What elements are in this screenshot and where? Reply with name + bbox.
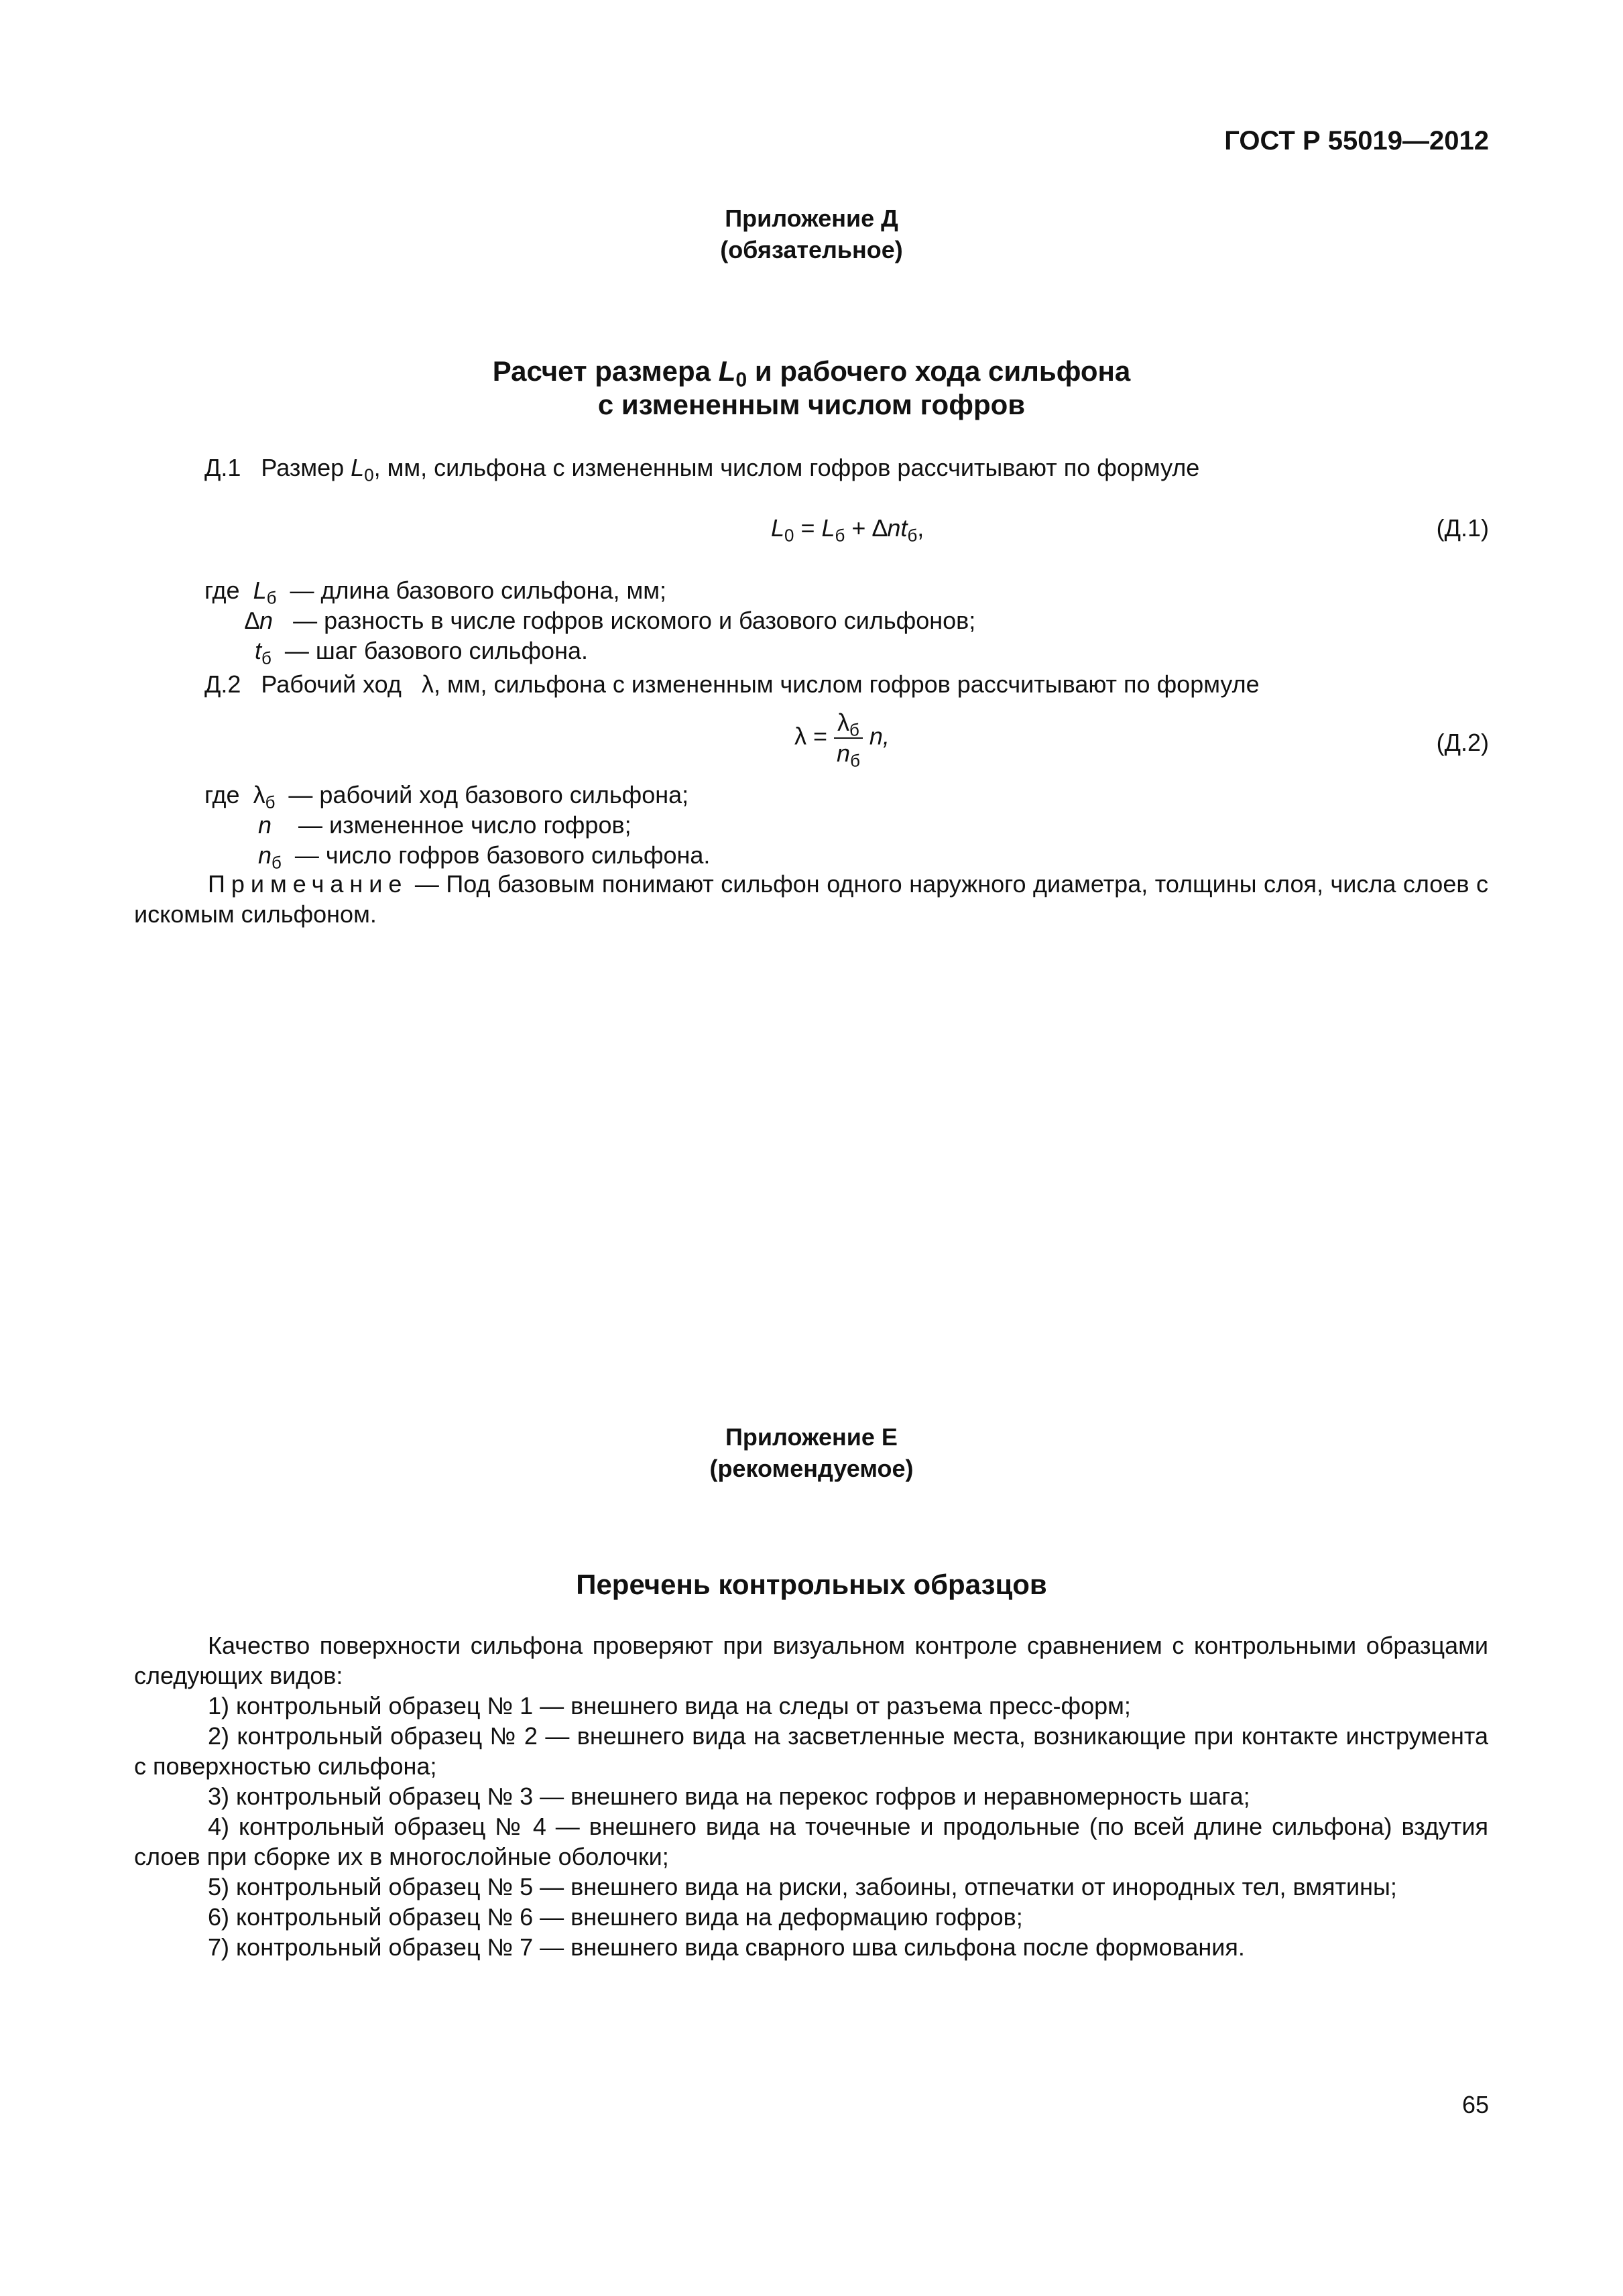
where2-sub-3: б <box>272 853 282 873</box>
where1-row-3 <box>255 637 588 668</box>
where2-text-2: — измененное число гофров; <box>298 811 632 839</box>
where2-row-2 <box>258 813 632 837</box>
title-symbol-sub: 0 <box>735 369 747 391</box>
clause-d2-text-a: Рабочий ход <box>261 670 402 698</box>
formula-d1-number: (Д.1) <box>1436 514 1489 542</box>
clause-d1-symbol-sub: 0 <box>364 466 374 485</box>
appendix-d-title <box>0 355 1623 391</box>
where2-sym-3: n <box>258 841 272 869</box>
clause-d1-text-b: , мм, сильфона с измененным числом гофров рассчитывают по формуле <box>373 454 1200 481</box>
f1-t1-sub: б <box>835 526 845 546</box>
f1-lhs-sub: 0 <box>784 526 794 546</box>
title-part1: Расчет размера <box>492 355 711 387</box>
appendix-e-intro: Качество поверхности сильфона проверяют при визуальном контроле сравнением с контрольными образцами следующих видов: <box>134 1632 1488 1689</box>
where2-text-3: — число гофров базового сильфона. <box>294 841 711 869</box>
clause-d1-symbol: L <box>351 454 365 481</box>
standard-number: ГОСТ Р 55019—2012 <box>1224 126 1489 156</box>
f1-t2-sub: б <box>907 526 918 546</box>
where1-sym-3: t <box>255 637 262 664</box>
page-number: 65 <box>1461 2091 1489 2118</box>
f2-num-sub: б <box>849 721 859 740</box>
f2-tail: n, <box>862 722 890 750</box>
where1-text-2: — разность в числе гофров искомого и базового сильфонов; <box>293 607 976 634</box>
where1-sym-2: ∆n <box>245 607 274 634</box>
f1-t1: L <box>821 514 835 542</box>
appendix-d-title-line2: с измененным числом гофров <box>597 389 1026 420</box>
appendix-e-item-7: 7) контрольный образец № 7 — внешнего вида сварного шва сильфона после формования. <box>208 1933 1245 1961</box>
f2-numerator <box>834 709 863 739</box>
title-part2: и рабочего хода сильфона <box>754 355 1131 387</box>
f2-denominator <box>834 739 863 771</box>
f2-den-sym: n <box>837 739 851 767</box>
title-symbol: L <box>718 355 736 387</box>
where2-sym-2: n <box>258 811 272 839</box>
f1-end: , <box>917 514 924 542</box>
clause-d1-text-a: Размер <box>261 454 345 481</box>
where2-text-1: — рабочий ход базового сильфона; <box>288 781 689 808</box>
where1-row-2 <box>245 609 975 633</box>
f2-eq: = <box>806 722 835 750</box>
appendix-e-item-6: 6) контрольный образец № 6 — внешнего вида на деформацию гофров; <box>208 1903 1023 1931</box>
where1-row-1 <box>204 577 667 608</box>
formula-d2-number: (Д.2) <box>1436 729 1489 756</box>
appendix-e-item-1: 1) контрольный образец № 1 — внешнего вида на следы от разъема пресс-форм; <box>208 1692 1131 1719</box>
formula-d1 <box>771 514 924 546</box>
f1-eq: = <box>794 514 822 542</box>
appendix-e-title: Перечень контрольных образцов <box>576 1569 1047 1600</box>
where1-sym-1: L <box>253 577 267 604</box>
f2-num-sym: λ <box>837 709 850 736</box>
appendix-e-item-2: 2) контрольный образец № 2 — внешнего вида на засветленные места, возникающие при контакте инструмента с поверхностью сильфона; <box>134 1722 1488 1780</box>
where2-sub-1: б <box>265 793 276 812</box>
clause-d1 <box>204 454 1200 485</box>
f1-t2: nt <box>887 514 908 542</box>
where1-sub-1: б <box>266 589 277 608</box>
f2-lhs: λ <box>794 722 806 750</box>
clause-d2-symbol: λ <box>421 670 434 698</box>
clause-d1-number: Д.1 <box>204 454 241 481</box>
clause-d2-number: Д.2 <box>204 670 241 698</box>
formula-d2 <box>794 709 890 771</box>
appendix-e-item-5: 5) контрольный образец № 5 — внешнего вида на риски, забоины, отпечатки от инородных тел, вмятины; <box>208 1873 1397 1900</box>
appendix-e-item-4: 4) контрольный образец № 4 — внешнего вида на точечные и продольные (по всей длине сильфона) вздутия слоев при сборке их в многослойные оболочки; <box>134 1813 1488 1870</box>
f1-lhs: L <box>771 514 785 542</box>
appendix-e-status: (рекомендуемое) <box>709 1455 914 1482</box>
note-label: Примечание <box>208 870 408 898</box>
note-text: — Под базовым понимают сильфон одного наружного диаметра, толщины слоя, числа слоев с искомым сильфоном. <box>134 870 1488 928</box>
appendix-d-status: (обязательное) <box>720 236 903 263</box>
where2-sym-1: λ <box>253 781 265 808</box>
clause-d2-text-b: , мм, сильфона с измененным числом гофров рассчитывают по формуле <box>433 670 1260 698</box>
f1-delta: ∆ <box>872 514 888 542</box>
where1-lead: где <box>204 577 240 604</box>
note-paragraph <box>134 869 1488 929</box>
f2-fraction <box>834 709 863 771</box>
where2-row-1 <box>204 781 689 812</box>
where1-text-1: — длина базового сильфона, мм; <box>290 577 667 604</box>
where2-row-3 <box>258 841 711 873</box>
appendix-d-label: Приложение Д <box>725 204 898 232</box>
clause-d2 <box>204 672 1260 697</box>
appendix-e-item-3: 3) контрольный образец № 3 — внешнего вида на перекос гофров и неравномерность шага; <box>208 1783 1250 1810</box>
where1-sub-3: б <box>261 649 272 668</box>
f2-den-sub: б <box>850 751 860 771</box>
where2-lead: где <box>204 781 240 808</box>
where1-text-3: — шаг базового сильфона. <box>284 637 588 664</box>
appendix-e-label: Приложение Е <box>725 1423 898 1451</box>
f1-plus: + <box>845 514 873 542</box>
